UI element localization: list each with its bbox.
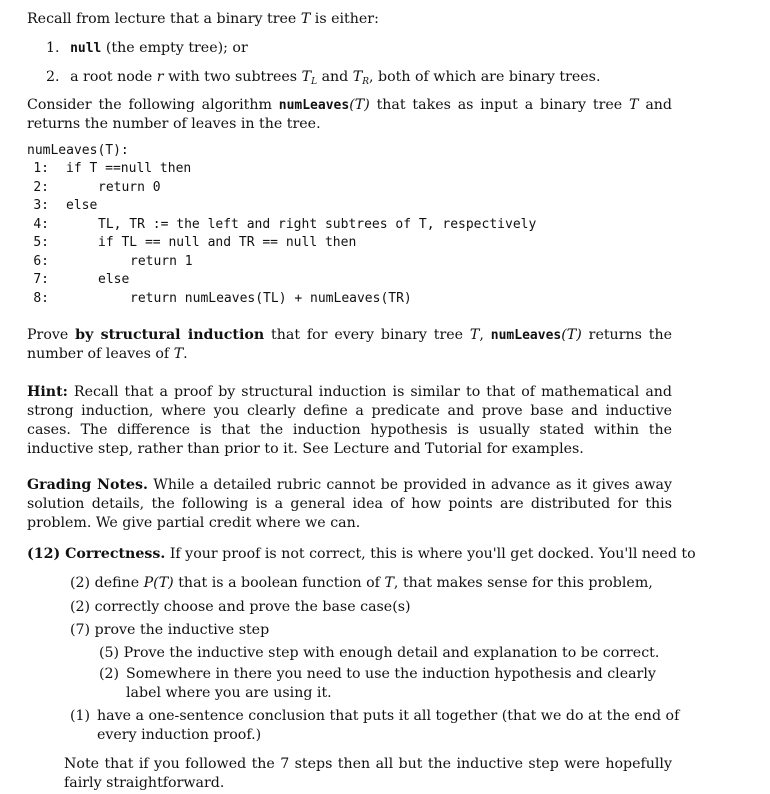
definition-item-2: 2. a root node r with two subtrees $T_L$ and $T_R$, both of which are binary trees.	[46, 69, 601, 87]
rubric-item-conclusion: (1) have a one-sentence conclusion that puts it all together (that we do at the end of every induction proof.)	[70, 708, 680, 743]
algorithm-line-1: 1: if T ==null then	[33, 161, 192, 176]
definition-item-1: 1. null (the empty tree); or	[46, 40, 248, 56]
algorithm-line-3: 3: else	[33, 198, 98, 213]
algorithm-line-6: 6: return 1	[33, 254, 193, 269]
hint-label: Hint:	[27, 384, 68, 400]
algorithm-line-8: 8: return numLeaves(TL) + numLeaves(TR)	[33, 291, 412, 306]
rubric-item-base-case: (2) correctly choose and prove the base case(s)	[70, 599, 411, 615]
algorithm-line-4: 4: TL, TR := the left and right subtrees of T, respectively	[33, 217, 537, 232]
grading-notes-paragraph: Grading Notes. While a detailed rubric cannot be provided in advance as it gives away solution details, the following is a general idea of how points are distributed for this problem. We give partial credit where we can.	[27, 477, 672, 531]
prove-paragraph: Prove by structural induction that for every binary tree T, numLeaves(T) returns the number of leaves of T.	[27, 327, 673, 362]
rubric-subitem-hypothesis: (2) Somewhere in there you need to use the induction hypothesis and clearly label where you are using it.	[99, 666, 656, 701]
grading-notes-label: Grading Notes.	[27, 477, 148, 493]
rubric-item-inductive-step: (7) prove the inductive step	[70, 622, 270, 638]
algorithm-header: numLeaves(T):	[27, 143, 129, 158]
correctness-heading: (12) Correctness. If your proof is not correct, this is where you'll get docked. You'll need to	[27, 546, 696, 562]
hint-paragraph: Hint: Recall that a proof by structural induction is similar to that of mathematical and strong induction, where you clearly define a predicate and prove base and inductive cases. The difference is that the induction hypothesis is usually stated within the inductive step, rather than prior to it. See Lecture and Tutorial for examples.	[27, 384, 672, 457]
intro-line: Recall from lecture that a binary tree T is either:	[27, 11, 379, 27]
algorithm-line-2: 2: return 0	[33, 180, 161, 195]
algorithm-line-7: 7: else	[33, 272, 130, 287]
rubric-subitem-detail: (5) Prove the inductive step with enough detail and explanation to be correct.	[99, 645, 660, 661]
note-paragraph: Note that if you followed the 7 steps then all but the inductive step were hopefully fairly straightforward.	[64, 756, 672, 791]
rubric-item-define-predicate: (2) define P(T) that is a boolean function of T, that makes sense for this problem,	[70, 575, 653, 591]
algorithm-line-5: 5: if TL == null and TR == null then	[33, 235, 357, 250]
algorithm-intro-paragraph: Consider the following algorithm numLeaves(T) that takes as input a binary tree T and returns the number of leaves in the tree.	[27, 97, 672, 132]
